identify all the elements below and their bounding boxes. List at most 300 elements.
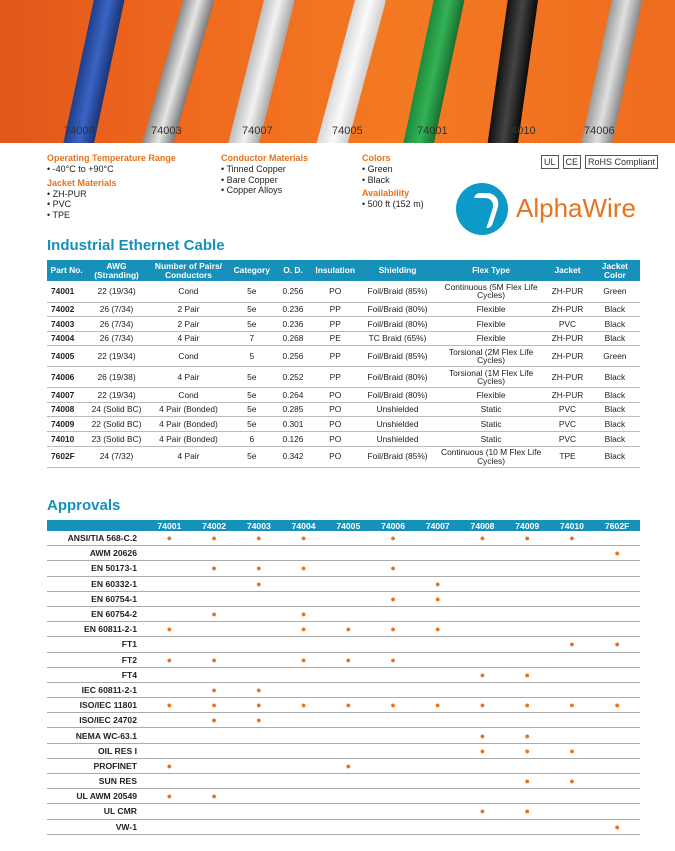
approval-row: [47, 561, 640, 576]
cable-image: [576, 0, 645, 143]
approval-dot-icon: ●: [166, 533, 173, 544]
approval-dot-icon: ●: [211, 533, 217, 544]
approval-cell: [326, 667, 371, 682]
table-cell: 5e: [230, 446, 274, 467]
approval-cell: [371, 789, 416, 804]
approval-dot-icon: ●: [390, 533, 396, 544]
table-cell: Torsional (1M Flex Life Cycles): [437, 367, 545, 388]
table-cell: 74001: [47, 281, 86, 302]
approval-cell: [147, 637, 192, 652]
table-cell: ZH-PUR: [545, 346, 590, 367]
approval-dot-icon: ●: [166, 700, 173, 711]
approval-standard: ISO/IEC 24702: [47, 713, 147, 728]
approval-cell: [550, 531, 595, 546]
approval-cell: [594, 546, 640, 561]
approval-dot-icon: ●: [614, 821, 620, 832]
table-cell: 5e: [230, 417, 274, 432]
table-cell: Flexible: [437, 331, 545, 346]
table-cell: ZH-PUR: [545, 281, 590, 302]
rohs-mark-icon: RoHS Compliant: [585, 155, 658, 169]
approval-cell: [550, 789, 595, 804]
approval-cell: [505, 606, 550, 621]
approval-cell: [236, 622, 281, 637]
approval-cell: [550, 758, 595, 773]
approval-cell: [192, 789, 237, 804]
approval-cell: [192, 682, 237, 697]
approval-cell: [371, 637, 416, 652]
table-cell: 0.256: [274, 346, 313, 367]
approval-part-header: 7602F: [594, 520, 640, 531]
table-cell: 7: [230, 331, 274, 346]
approval-dot-icon: ●: [479, 533, 486, 544]
column-header: Number of Pairs/ Conductors: [147, 260, 230, 281]
table-cell: Green: [590, 346, 640, 367]
jacket-heading: Jacket Materials: [47, 177, 117, 188]
table-cell: 5e: [230, 388, 274, 403]
conductor-heading: Conductor Materials: [221, 153, 309, 163]
approval-dot-icon: ●: [390, 593, 396, 604]
approval-cell: [415, 546, 460, 561]
cable-label: 74010: [505, 125, 536, 137]
table-cell: Green: [590, 281, 640, 302]
jacket-list: [47, 189, 176, 221]
table-cell: PO: [312, 417, 358, 432]
approval-cell: [371, 591, 416, 606]
approval-cell: [594, 758, 640, 773]
approval-cell: [236, 789, 281, 804]
approval-dot-icon: ●: [435, 700, 441, 711]
table-cell: Cond: [147, 281, 230, 302]
approval-dot-icon: ●: [300, 563, 307, 574]
approval-cell: [192, 546, 237, 561]
approval-standard: IEC 60811-2-1: [47, 682, 147, 697]
approval-cell: [326, 531, 371, 546]
table-row: [47, 346, 640, 367]
approval-cell: [505, 728, 550, 743]
table-row: [47, 417, 640, 432]
approval-cell: [415, 531, 460, 546]
table-cell: Black: [590, 432, 640, 447]
table-cell: 22 (19/34): [86, 281, 147, 302]
approval-cell: [326, 789, 371, 804]
approval-cell: [415, 758, 460, 773]
approvals-corner: [47, 520, 147, 531]
approval-row: [47, 804, 640, 819]
approval-dot-icon: ●: [211, 700, 217, 711]
approval-dot-icon: ●: [211, 654, 217, 665]
approval-cell: [415, 576, 460, 591]
table-cell: PVC: [545, 317, 590, 332]
approval-dot-icon: ●: [390, 624, 396, 635]
approval-cell: [281, 606, 326, 621]
approval-cell: [415, 774, 460, 789]
list-item: • ZH-PUR: [47, 189, 176, 200]
table-row: [47, 367, 640, 388]
approval-dot-icon: ●: [524, 669, 530, 680]
approval-row: [47, 546, 640, 561]
table-cell: Black: [590, 402, 640, 417]
approval-cell: [371, 698, 416, 713]
approval-cell: [550, 819, 595, 834]
approval-cell: [550, 728, 595, 743]
colors-list: [362, 164, 424, 185]
table-cell: 4 Pair: [147, 446, 230, 467]
approval-cell: [147, 622, 192, 637]
approval-row: [47, 774, 640, 789]
table-cell: 74006: [47, 367, 86, 388]
approval-cell: [415, 622, 460, 637]
table-cell: PP: [312, 367, 358, 388]
table-row: [47, 317, 640, 332]
table-cell: PO: [312, 281, 358, 302]
table-cell: 2 Pair: [147, 317, 230, 332]
approval-cell: [281, 667, 326, 682]
table-cell: 0.236: [274, 302, 313, 317]
approval-cell: [236, 667, 281, 682]
approval-cell: [460, 682, 505, 697]
table-cell: Black: [590, 446, 640, 467]
approval-cell: [192, 774, 237, 789]
table-cell: 23 (Solid BC): [86, 432, 147, 447]
approval-dot-icon: ●: [211, 684, 217, 695]
approval-dot-icon: ●: [166, 654, 173, 665]
table-cell: 0.126: [274, 432, 313, 447]
approval-cell: [326, 819, 371, 834]
approval-cell: [460, 743, 505, 758]
table-cell: 2 Pair: [147, 302, 230, 317]
table-cell: ZH-PUR: [545, 302, 590, 317]
approval-row: [47, 622, 640, 637]
approval-dot-icon: ●: [390, 563, 396, 574]
approval-cell: [505, 637, 550, 652]
approval-cell: [594, 531, 640, 546]
approval-cell: [594, 682, 640, 697]
table-cell: Torsional (2M Flex Life Cycles): [437, 346, 545, 367]
approval-dot-icon: ●: [524, 745, 530, 756]
approval-dot-icon: ●: [300, 654, 307, 665]
approval-dot-icon: ●: [211, 563, 217, 574]
approval-dot-icon: ●: [435, 624, 441, 635]
table-cell: 24 (7/32): [86, 446, 147, 467]
approval-cell: [236, 637, 281, 652]
table-cell: Foil/Braid (80%): [358, 367, 437, 388]
column-header: O. D.: [274, 260, 313, 281]
table-cell: Continuous (10 M Flex Life Cycles): [437, 446, 545, 467]
approval-dot-icon: ●: [390, 700, 396, 711]
approvals-body: [47, 531, 640, 834]
approval-dot-icon: ●: [256, 700, 262, 711]
column-header: Jacket Color: [590, 260, 640, 281]
approval-cell: [192, 743, 237, 758]
approval-cell: [192, 758, 237, 773]
approval-dot-icon: ●: [300, 609, 307, 620]
column-header: AWG (Stranding): [86, 260, 147, 281]
table-cell: 26 (7/34): [86, 302, 147, 317]
approval-standard: EN 60332-1: [47, 576, 147, 591]
approval-standard: FT2: [47, 652, 147, 667]
approval-cell: [460, 652, 505, 667]
conductor-list: [221, 164, 308, 196]
approval-dot-icon: ●: [569, 533, 575, 544]
approval-cell: [326, 576, 371, 591]
table-row: [47, 281, 640, 302]
column-header: Insulation: [312, 260, 358, 281]
approval-cell: [550, 774, 595, 789]
approval-cell: [550, 804, 595, 819]
approval-cell: [460, 606, 505, 621]
table-cell: 74002: [47, 302, 86, 317]
approval-cell: [371, 682, 416, 697]
table-cell: 74007: [47, 388, 86, 403]
approval-dot-icon: ●: [524, 776, 530, 787]
cable-image: [136, 0, 217, 143]
cable-label: 74006: [584, 125, 615, 137]
approval-cell: [326, 561, 371, 576]
approval-dot-icon: ●: [345, 760, 352, 771]
table-cell: 5e: [230, 281, 274, 302]
approval-cell: [594, 774, 640, 789]
approval-row: [47, 667, 640, 682]
approval-cell: [505, 546, 550, 561]
approval-cell: [505, 652, 550, 667]
cable-image: [484, 0, 540, 143]
approval-standard: PROFINET: [47, 758, 147, 773]
table-cell: 6: [230, 432, 274, 447]
approval-cell: [550, 561, 595, 576]
product-table: [47, 260, 640, 468]
spec-col-1: [47, 153, 176, 223]
approval-cell: [281, 637, 326, 652]
approval-dot-icon: ●: [435, 578, 441, 589]
table-cell: 7602F: [47, 446, 86, 467]
approval-cell: [326, 652, 371, 667]
approval-dot-icon: ●: [345, 654, 352, 665]
approval-cell: [281, 682, 326, 697]
table-row: [47, 402, 640, 417]
approval-standard: OIL RES I: [47, 743, 147, 758]
colors-heading: Colors: [362, 153, 391, 163]
approval-dot-icon: ●: [569, 700, 575, 711]
approval-cell: [147, 546, 192, 561]
approval-dot-icon: ●: [300, 624, 307, 635]
approval-cell: [147, 667, 192, 682]
approval-dot-icon: ●: [524, 533, 530, 544]
list-item: • Black: [362, 175, 424, 186]
approval-cell: [594, 622, 640, 637]
approval-dot-icon: ●: [479, 745, 486, 756]
table-cell: 4 Pair: [147, 331, 230, 346]
approval-cell: [147, 591, 192, 606]
certification-marks: [541, 155, 658, 169]
cable-label: 74005: [332, 125, 363, 137]
approval-cell: [371, 713, 416, 728]
alphawire-logo-icon: [456, 183, 508, 235]
approval-standard: SUN RES: [47, 774, 147, 789]
approval-standard: UL AWM 20549: [47, 789, 147, 804]
approval-part-header: 74010: [550, 520, 595, 531]
approval-dot-icon: ●: [211, 609, 217, 620]
approval-cell: [505, 743, 550, 758]
approval-cell: [594, 713, 640, 728]
column-header: Part No.: [47, 260, 86, 281]
approval-cell: [460, 758, 505, 773]
table-cell: Unshielded: [358, 417, 437, 432]
approval-standard: EN 60754-1: [47, 591, 147, 606]
spec-col-2: [221, 153, 308, 199]
approval-cell: [460, 804, 505, 819]
approval-part-header: 74007: [415, 520, 460, 531]
table-cell: Static: [437, 417, 545, 432]
approval-cell: [236, 819, 281, 834]
column-header: Jacket: [545, 260, 590, 281]
table-header-row: [47, 260, 640, 281]
approval-cell: [460, 531, 505, 546]
brand-name: AlphaWire: [516, 193, 636, 223]
approval-cell: [505, 591, 550, 606]
approval-cell: [505, 561, 550, 576]
approval-cell: [371, 728, 416, 743]
column-header: Shielding: [358, 260, 437, 281]
list-item: • Tinned Copper: [221, 164, 308, 175]
approval-cell: [460, 667, 505, 682]
table-cell: TC Braid (65%): [358, 331, 437, 346]
approval-standard: NEMA WC-63.1: [47, 728, 147, 743]
table-cell: PP: [312, 346, 358, 367]
approval-part-header: 74006: [371, 520, 416, 531]
approval-cell: [281, 728, 326, 743]
approval-cell: [147, 758, 192, 773]
approval-cell: [550, 622, 595, 637]
approval-standard: FT1: [47, 637, 147, 652]
table-cell: Black: [590, 417, 640, 432]
approval-row: [47, 591, 640, 606]
list-item: • Green: [362, 164, 424, 175]
approval-cell: [505, 804, 550, 819]
approval-row: [47, 637, 640, 652]
approval-cell: [236, 606, 281, 621]
approval-dot-icon: ●: [479, 700, 486, 711]
approval-cell: [281, 698, 326, 713]
approval-cell: [505, 819, 550, 834]
approval-standard: EN 50173-1: [47, 561, 147, 576]
approval-cell: [281, 622, 326, 637]
approval-row: [47, 713, 640, 728]
table-cell: 22 (19/34): [86, 346, 147, 367]
table-cell: 0.236: [274, 317, 313, 332]
approval-cell: [147, 713, 192, 728]
cable-label: 74007: [242, 125, 273, 137]
approval-cell: [415, 698, 460, 713]
table-cell: Black: [590, 367, 640, 388]
approval-standard: ANSI/TIA 568-C.2: [47, 531, 147, 546]
approval-cell: [236, 576, 281, 591]
approval-cell: [326, 804, 371, 819]
approval-cell: [415, 667, 460, 682]
table-cell: PVC: [545, 417, 590, 432]
approval-cell: [460, 576, 505, 591]
approval-cell: [460, 698, 505, 713]
table-cell: PO: [312, 446, 358, 467]
approval-part-header: 74003: [236, 520, 281, 531]
table-cell: 4 Pair (Bonded): [147, 402, 230, 417]
approval-cell: [281, 713, 326, 728]
approval-part-header: 74008: [460, 520, 505, 531]
approval-cell: [550, 546, 595, 561]
approval-cell: [281, 789, 326, 804]
approval-cell: [326, 713, 371, 728]
approval-cell: [460, 819, 505, 834]
approval-part-header: 74009: [505, 520, 550, 531]
approval-row: [47, 728, 640, 743]
approval-cell: [550, 591, 595, 606]
approval-cell: [281, 546, 326, 561]
approval-dot-icon: ●: [524, 700, 530, 711]
approval-cell: [192, 531, 237, 546]
approval-cell: [460, 713, 505, 728]
approval-dot-icon: ●: [300, 533, 307, 544]
approval-dot-icon: ●: [345, 700, 352, 711]
cable-label: 74008: [64, 125, 95, 137]
approval-cell: [550, 743, 595, 758]
approval-dot-icon: ●: [569, 745, 575, 756]
approval-row: [47, 606, 640, 621]
list-item: • 500 ft (152 m): [362, 199, 424, 210]
table-cell: 26 (7/34): [86, 331, 147, 346]
approval-dot-icon: ●: [300, 700, 307, 711]
approval-row: [47, 758, 640, 773]
approvals-header-row: [47, 520, 640, 531]
approval-cell: [147, 819, 192, 834]
approvals-title: Approvals: [47, 497, 121, 514]
approval-cell: [550, 606, 595, 621]
approval-cell: [281, 652, 326, 667]
approval-part-header: 74004: [281, 520, 326, 531]
approval-cell: [550, 637, 595, 652]
approval-dot-icon: ●: [479, 669, 486, 680]
approval-cell: [326, 622, 371, 637]
approval-cell: [594, 561, 640, 576]
cable-photo-banner: [0, 0, 675, 143]
table-cell: 0.285: [274, 402, 313, 417]
approval-cell: [281, 576, 326, 591]
approval-cell: [236, 591, 281, 606]
approval-cell: [371, 804, 416, 819]
approval-cell: [147, 652, 192, 667]
approval-cell: [371, 758, 416, 773]
approval-cell: [594, 637, 640, 652]
approval-cell: [192, 606, 237, 621]
approval-dot-icon: ●: [569, 639, 575, 650]
approval-dot-icon: ●: [256, 563, 262, 574]
table-cell: Unshielded: [358, 402, 437, 417]
table-cell: PO: [312, 388, 358, 403]
approval-cell: [192, 637, 237, 652]
table-cell: 26 (19/38): [86, 367, 147, 388]
approval-dot-icon: ●: [479, 730, 486, 741]
approval-cell: [594, 743, 640, 758]
approval-cell: [147, 682, 192, 697]
approval-cell: [594, 819, 640, 834]
table-cell: PVC: [545, 402, 590, 417]
approval-cell: [594, 576, 640, 591]
availability-list: [362, 199, 424, 210]
approval-cell: [326, 546, 371, 561]
approval-cell: [147, 804, 192, 819]
table-cell: 74008: [47, 402, 86, 417]
approval-standard: EN 60811-2-1: [47, 622, 147, 637]
approval-cell: [326, 728, 371, 743]
list-item: • Bare Copper: [221, 175, 308, 186]
